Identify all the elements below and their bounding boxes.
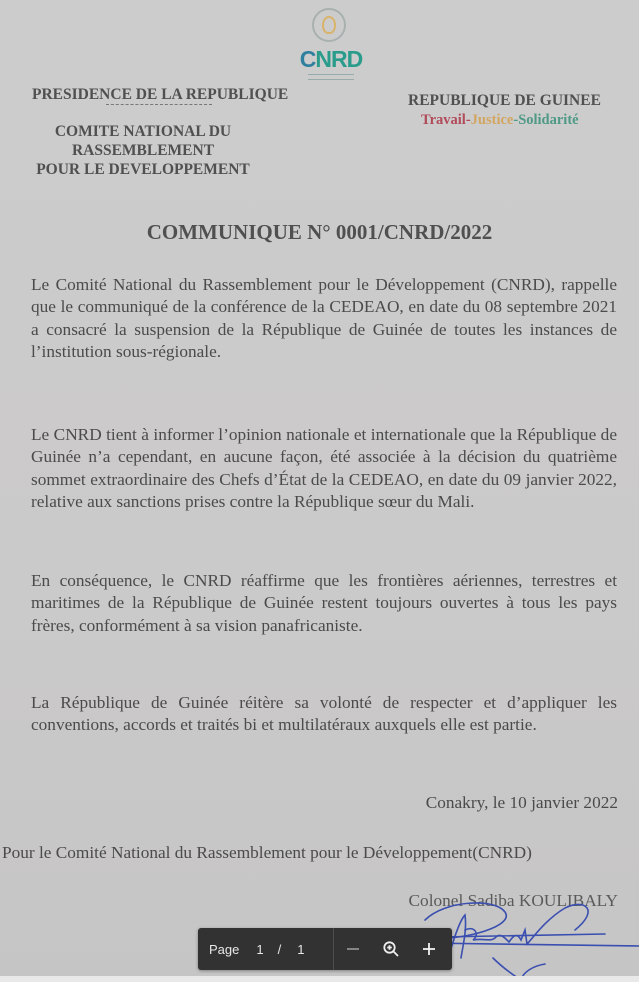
total-pages: 1 (297, 941, 305, 957)
on-behalf-line: Pour le Comité National du Rassemblement pour le Développement(CNRD) (2, 843, 532, 862)
coat-of-arms-icon (312, 8, 346, 42)
presidency-heading: PRESIDENCE DE LA REPUBLIQUE (32, 86, 289, 103)
page-bottom-edge (0, 976, 639, 982)
committee-heading: COMITE NATIONAL DU RASSEMBLEMENT POUR LE DEVELOPPEMENT (36, 123, 250, 178)
place-and-date: Conakry, le 10 janvier 2022 (425, 793, 618, 812)
cnrd-logo (296, 8, 366, 80)
country-heading: REPUBLIQUE DE GUINEE (408, 92, 601, 109)
zoom-out-icon (345, 941, 361, 957)
page-label: Page (209, 941, 240, 957)
zoom-in-button[interactable] (410, 928, 448, 970)
zoom-out-button[interactable] (334, 928, 372, 970)
logo-tagline (308, 74, 354, 80)
zoom-reset-icon (382, 940, 400, 958)
paragraph-2: Le CNRD tient à informer l’opinion nationale et internationale que la République de Guinée n’a cependant, en aucune façon, été associée à la décision du quatrième sommet extraordinaire des Chefs d’État de la CEDEAO, en date du 09 janvier 2022, relative aux sanctions prises contre la République sœur du Mali. (31, 425, 617, 512)
paragraph-1: Le Comité National du Rassemblement pour le Développement (CNRD), rappelle que le communiqué de la conférence de la CEDEAO, en date du 08 septembre 2021 a consacré la suspension de la République de Guinée de toutes les instances de l’institution sous-régionale. (31, 275, 617, 362)
communique-title: COMMUNIQUE N° 0001/CNRD/2022 (146, 220, 493, 244)
current-page-input[interactable]: 1 (256, 941, 264, 957)
page-indicator (198, 928, 333, 970)
national-motto: Travail-Justice-Solidarité (421, 112, 579, 128)
header-separator (106, 104, 212, 105)
zoom-in-icon (421, 941, 437, 957)
paragraph-4: La République de Guinée réitère sa volonté de respecter et d’appliquer les conventions, accords et traités bi et multilatéraux auxquels elle est partie. (31, 693, 617, 735)
pdf-viewer-toolbar (198, 928, 452, 970)
signatory-name: Colonel Sadiba KOULIBALY (408, 891, 618, 910)
logo-acronym: CNRD (299, 46, 363, 72)
paragraph-3: En conséquence, le CNRD réaffirme que les frontières aériennes, terrestres et maritimes de la République de Guinée restent toujours ouvertes à tous les pays frères, conformément à sa vision panafricaniste. (31, 571, 617, 635)
page-separator: / (277, 941, 282, 957)
zoom-reset-button[interactable] (372, 928, 410, 970)
